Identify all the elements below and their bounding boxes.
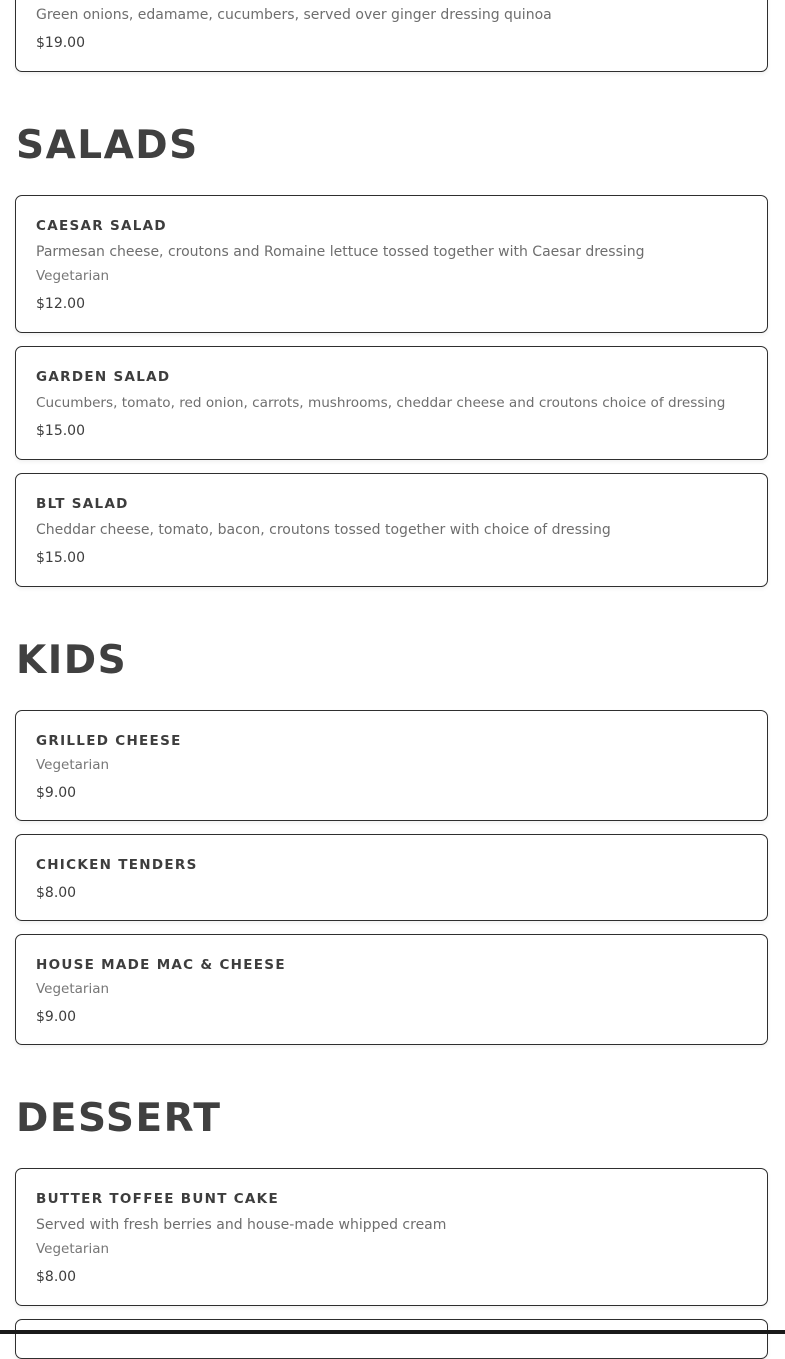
menu-item-name: GARDEN SALAD: [36, 369, 171, 385]
menu-item-description: Served with fresh berries and house-made whipped cream: [36, 1217, 447, 1233]
section-heading-dessert: DESSERT: [16, 1096, 222, 1141]
menu-item-card[interactable]: [15, 710, 768, 821]
menu-item-card[interactable]: [15, 834, 768, 921]
bottom-edge-bar: [0, 1330, 785, 1334]
menu-item-card[interactable]: [15, 1319, 768, 1359]
vegetarian-tag: Vegetarian: [36, 1241, 110, 1257]
vegetarian-tag: Vegetarian: [36, 757, 110, 773]
menu-item-price: $15.00: [36, 550, 85, 566]
menu-item-description: Parmesan cheese, croutons and Romaine lettuce tossed together with Caesar dressing: [36, 244, 645, 260]
vegetarian-tag: Vegetarian: [36, 981, 110, 997]
menu-item-card[interactable]: [15, 346, 768, 460]
menu-item-price: $12.00: [36, 296, 85, 312]
menu-item-price: $8.00: [36, 885, 77, 901]
vegetarian-tag: Vegetarian: [36, 268, 110, 284]
menu-item-card[interactable]: [15, 0, 768, 72]
menu-item-price: $8.00: [36, 1269, 77, 1285]
menu-item-name: GRILLED CHEESE: [36, 733, 182, 749]
menu-item-price: $9.00: [36, 1009, 77, 1025]
menu-item-name: HOUSE MADE MAC & CHEESE: [36, 957, 286, 973]
menu-item-card[interactable]: [15, 934, 768, 1045]
menu-item-description: Cucumbers, tomato, red onion, carrots, mushrooms, cheddar cheese and croutons choice of dressing: [36, 395, 726, 411]
menu-item-name: BUTTER TOFFEE BUNT CAKE: [36, 1191, 279, 1207]
section-heading-kids: KIDS: [16, 638, 128, 683]
menu-item-card[interactable]: [15, 473, 768, 587]
menu-item-name: CHICKEN TENDERS: [36, 857, 198, 873]
menu-item-name: CAESAR SALAD: [36, 218, 167, 234]
menu-item-description: Cheddar cheese, tomato, bacon, croutons tossed together with choice of dressing: [36, 522, 611, 538]
menu-item-card[interactable]: [15, 1168, 768, 1306]
menu-item-name: BLT SALAD: [36, 496, 129, 512]
menu-item-card[interactable]: [15, 195, 768, 333]
menu-item-price: $15.00: [36, 423, 85, 439]
menu-item-description: Green onions, edamame, cucumbers, served over ginger dressing quinoa: [36, 7, 552, 23]
menu-item-price: $19.00: [36, 35, 85, 51]
menu-item-price: $9.00: [36, 785, 77, 801]
section-heading-salads: SALADS: [16, 123, 199, 168]
